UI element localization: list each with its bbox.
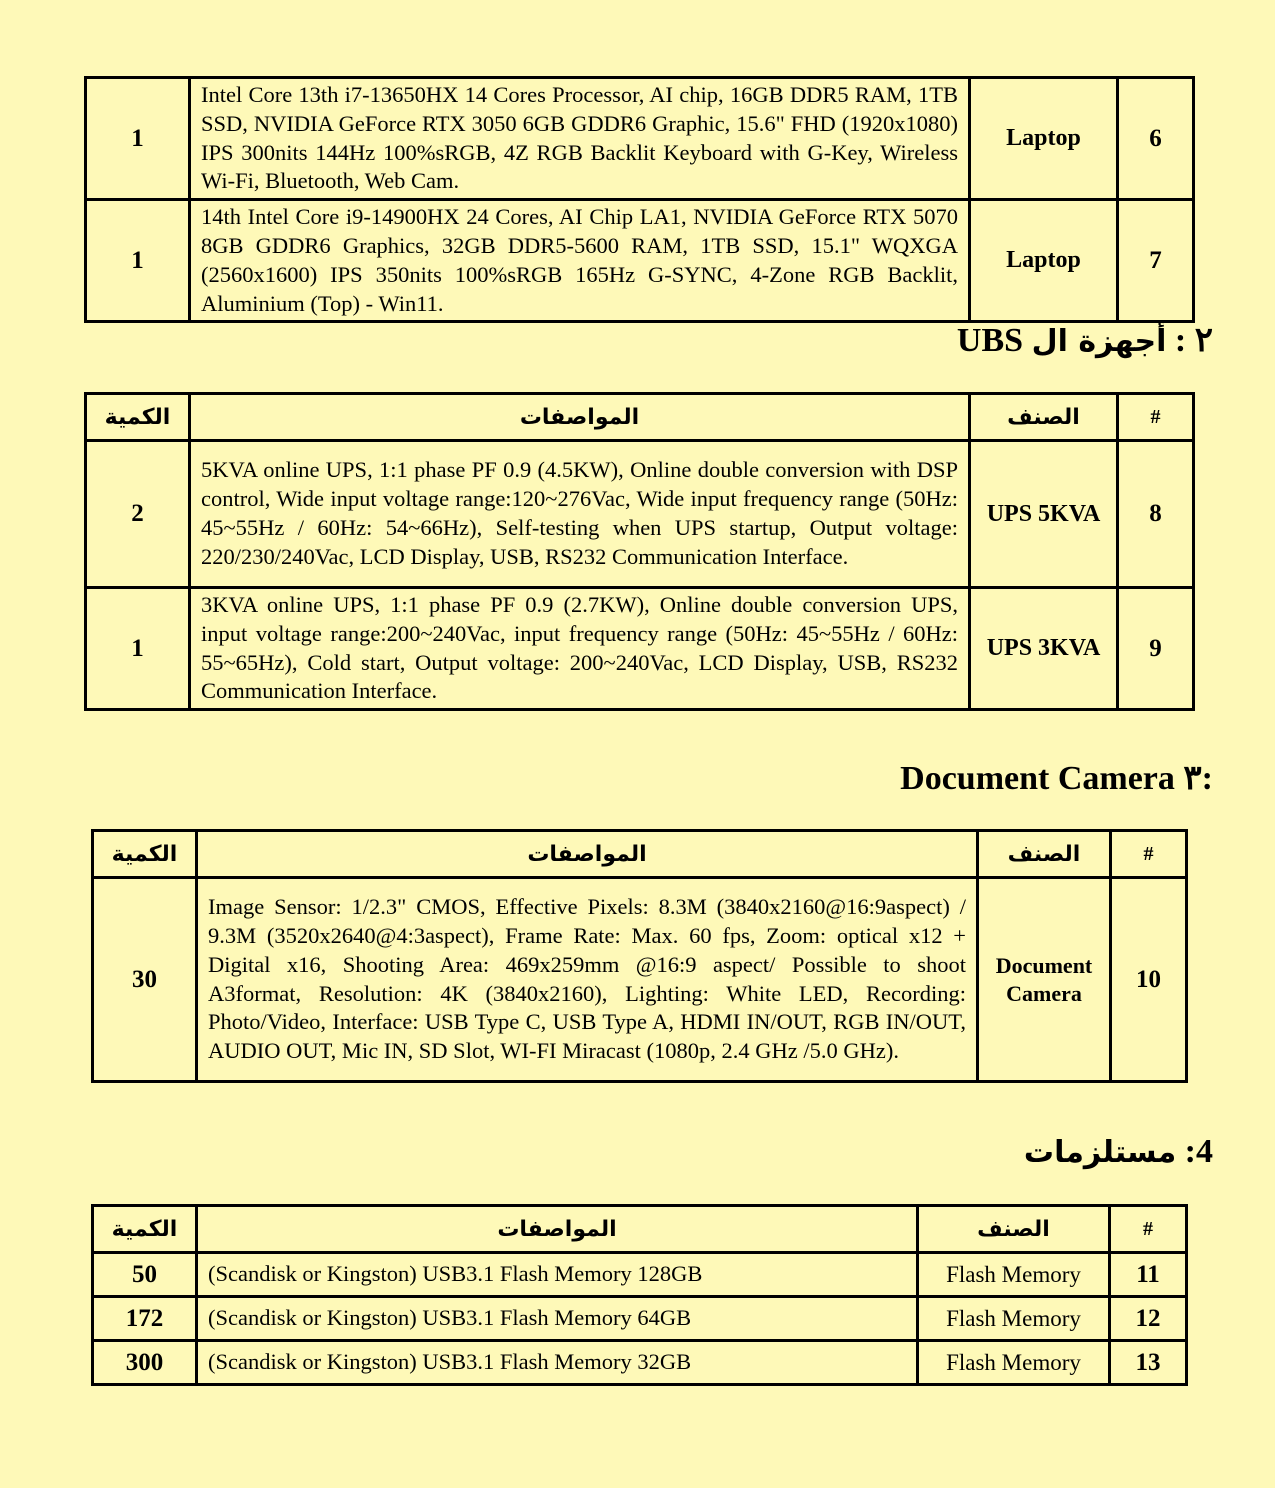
quantity-cell: 1 xyxy=(86,78,190,200)
table-row xyxy=(86,200,1194,322)
section-heading-document-camera xyxy=(900,758,1213,798)
spec-cell: Intel Core 13th i7-13650HX 14 Cores Processor, AI chip, 16GB DDR5 RAM, 1TB SSD, NVIDIA GeForce RTX 3050 6GB GDDR6 Graphic, 15.6" FHD (1920x1080) IPS 300nits 144Hz 100%sRGB, 4Z RGB Backlit Keyboard with G-Key, Wireless Wi-Fi, Bluetooth, Web Cam. xyxy=(190,78,970,200)
table-row xyxy=(93,1341,1187,1385)
header-category: الصنف xyxy=(970,394,1118,441)
quantity-cell: 1 xyxy=(86,588,190,710)
table-row xyxy=(93,878,1187,1082)
item-number-cell: 12 xyxy=(1110,1297,1187,1341)
section-number: ٣: xyxy=(1183,760,1213,797)
table-row xyxy=(93,1297,1187,1341)
header-specs: المواصفات xyxy=(197,831,978,878)
item-number-cell: 6 xyxy=(1118,78,1194,200)
item-number-cell: 11 xyxy=(1110,1253,1187,1297)
table-row xyxy=(86,78,1194,200)
table-row xyxy=(86,588,1194,710)
header-number: # xyxy=(1111,831,1187,878)
header-number: # xyxy=(1110,1206,1187,1253)
section-title-english: Document Camera xyxy=(900,760,1175,797)
category-cell: UPS 3KVA xyxy=(970,588,1118,710)
spec-cell: 5KVA online UPS, 1:1 phase PF 0.9 (4.5KW), Online double conversion with DSP control, Wide input voltage range:120~276Vac, Wide input frequency range (50Hz: 45~55Hz / 60Hz: 54~66Hz), Self-testing when UPS startup, Output voltage: 220/230/240Vac, LCD Display, USB, RS232 Communication Interface. xyxy=(190,441,970,588)
quantity-cell: 1 xyxy=(86,200,190,322)
supplies-table xyxy=(91,1204,1188,1386)
table-header-row xyxy=(86,394,1194,441)
spec-cell: 14th Intel Core i9-14900HX 24 Cores, AI Chip LA1, NVIDIA GeForce RTX 5070 8GB GDDR6 Graphics, 32GB DDR5-5600 RAM, 1TB SSD, 15.1" WQXGA (2560x1600) IPS 350nits 100%sRGB 165Hz G-SYNC, 4-Zone RGB Backlit, Aluminium (Top) - Win11. xyxy=(190,200,970,322)
spec-cell: 3KVA online UPS, 1:1 phase PF 0.9 (2.7KW), Online double conversion UPS, input voltage range:200~240Vac, input frequency range (50Hz: 45~55Hz / 60Hz: 55~65Hz), Cold start, Output voltage: 200~240Vac, LCD Display, USB, RS232 Communication Interface. xyxy=(190,588,970,710)
section-heading-ups xyxy=(957,320,1213,360)
quantity-cell: 50 xyxy=(93,1253,197,1297)
spec-cell: Image Sensor: 1/2.3" CMOS, Effective Pixels: 8.3M (3840x2160@16:9aspect) / 9.3M (3520x2640@4:3aspect), Frame Rate: Max. 60 fps, Zoom: optical x12 + Digital x16, Shooting Area: 469x259mm @16:9 aspect/ Possible to shoot A3format, Resolution: 4K (3840x2160), Lighting: White LED, Recording: Photo/Video, Interface: USB Type C, USB Type A, HDMI IN/OUT, RGB IN/OUT, AUDIO OUT, Mic IN, SD Slot, WI-FI Miracast (1080p, 2.4 GHz /5.0 GHz). xyxy=(197,878,978,1082)
laptop-table xyxy=(84,76,1195,323)
category-cell: Flash Memory xyxy=(918,1297,1110,1341)
quantity-cell: 2 xyxy=(86,441,190,588)
category-cell: Flash Memory xyxy=(918,1253,1110,1297)
section-number: 4: xyxy=(1184,1133,1213,1170)
table-row xyxy=(93,1253,1187,1297)
header-specs: المواصفات xyxy=(190,394,970,441)
category-cell: UPS 5KVA xyxy=(970,441,1118,588)
header-quantity: الكمية xyxy=(86,394,190,441)
table-header-row xyxy=(93,1206,1187,1253)
item-number-cell: 10 xyxy=(1111,878,1187,1082)
spec-cell: (Scandisk or Kingston) USB3.1 Flash Memory 64GB xyxy=(197,1297,918,1341)
category-cell: Laptop xyxy=(970,78,1118,200)
item-number-cell: 7 xyxy=(1118,200,1194,322)
header-quantity: الكمية xyxy=(93,831,197,878)
header-specs: المواصفات xyxy=(197,1206,918,1253)
quantity-cell: 30 xyxy=(93,878,197,1082)
item-number-cell: 13 xyxy=(1110,1341,1187,1385)
header-number: # xyxy=(1118,394,1194,441)
section-heading-supplies xyxy=(1024,1133,1213,1171)
section-number: ٢ : xyxy=(1174,322,1213,359)
spec-cell: (Scandisk or Kingston) USB3.1 Flash Memory 128GB xyxy=(197,1253,918,1297)
document-camera-table xyxy=(91,829,1188,1083)
category-cell: Document Camera xyxy=(978,878,1111,1082)
header-quantity: الكمية xyxy=(93,1206,197,1253)
section-title-english: UBS xyxy=(956,322,1024,359)
category-cell: Flash Memory xyxy=(918,1341,1110,1385)
header-category: الصنف xyxy=(918,1206,1110,1253)
spec-cell: (Scandisk or Kingston) USB3.1 Flash Memory 32GB xyxy=(197,1341,918,1385)
table-row xyxy=(86,441,1194,588)
quantity-cell: 172 xyxy=(93,1297,197,1341)
ups-table xyxy=(84,392,1195,711)
section-title-arabic: مستلزمات xyxy=(1023,1135,1177,1170)
category-cell: Laptop xyxy=(970,200,1118,322)
quantity-cell: 300 xyxy=(93,1341,197,1385)
section-title-arabic: أجهزة ال xyxy=(1031,324,1167,359)
item-number-cell: 9 xyxy=(1118,588,1194,710)
table-header-row xyxy=(93,831,1187,878)
header-category: الصنف xyxy=(978,831,1111,878)
item-number-cell: 8 xyxy=(1118,441,1194,588)
